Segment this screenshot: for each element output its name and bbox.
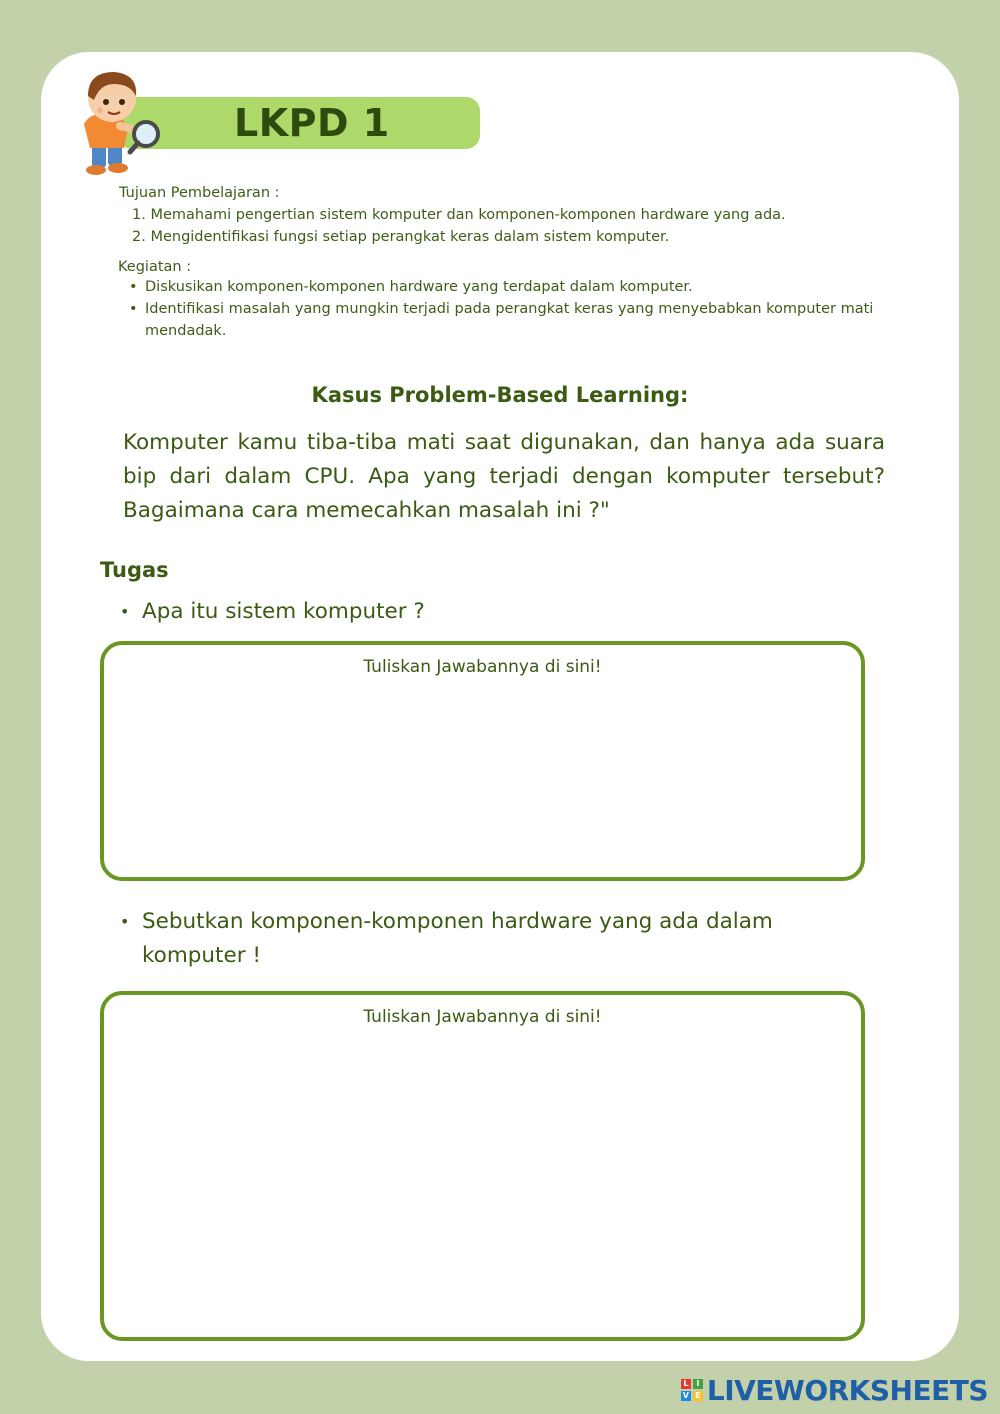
activities-label: Kegiatan : [118,259,192,275]
activity-item: • Identifikasi masalah yang mungkin terjadi pada perangkat keras yang menyebabkan komputer mati mendadak. [145,298,885,342]
objective-item: 2. Mengidentifikasi fungsi setiap perangkat keras dalam sistem komputer. [132,229,670,245]
answer-input-1[interactable] [118,689,847,863]
question-1 [120,595,882,629]
logo-grid-icon [681,1379,703,1401]
answer-box-1[interactable] [100,641,865,881]
question-text: Apa itu sistem komputer ? [142,599,425,624]
tasks-heading: Tugas [100,558,169,582]
objectives-label: Tujuan Pembelajaran : [119,185,280,201]
case-title: Kasus Problem-Based Learning: [311,383,689,407]
answer-input-2[interactable] [118,1039,847,1323]
bullet-icon: • [120,912,130,931]
activities-list [145,276,885,342]
activity-item: • Diskusikan komponen-komponen hardware yang terdapat dalam komputer. [145,276,885,298]
answer-box-2[interactable] [100,991,865,1341]
objective-item: 1. Memahami pengertian sistem komputer dan komponen-komponen hardware yang ada. [132,207,786,223]
page-title: LKPD 1 [234,101,390,145]
question-2 [120,905,882,973]
logo-letter: L [681,1379,691,1389]
objectives-list [132,204,786,248]
answer-hint: Tuliskan Jawabannya di sini! [363,657,602,677]
logo-letter: E [693,1391,703,1401]
question-text: Sebutkan komponen-komponen hardware yang ada dalam komputer ! [142,909,773,968]
liveworksheets-logo[interactable] [681,1374,988,1406]
kid-magnifier-illustration [70,66,170,178]
answer-hint: Tuliskan Jawabannya di sini! [363,1007,602,1027]
logo-letter: V [682,1391,689,1400]
bullet-icon: • [120,602,130,621]
brand-name: LIVEWORKSHEETS [706,1373,988,1407]
logo-letter: I [693,1379,703,1389]
case-description: Komputer kamu tiba-tiba mati saat digunakan, dan hanya ada suara bip dari dalam CPU. Apa yang terjadi dengan komputer tersebut? Bagaimana cara memecahkan masalah ini ?" [123,430,885,523]
